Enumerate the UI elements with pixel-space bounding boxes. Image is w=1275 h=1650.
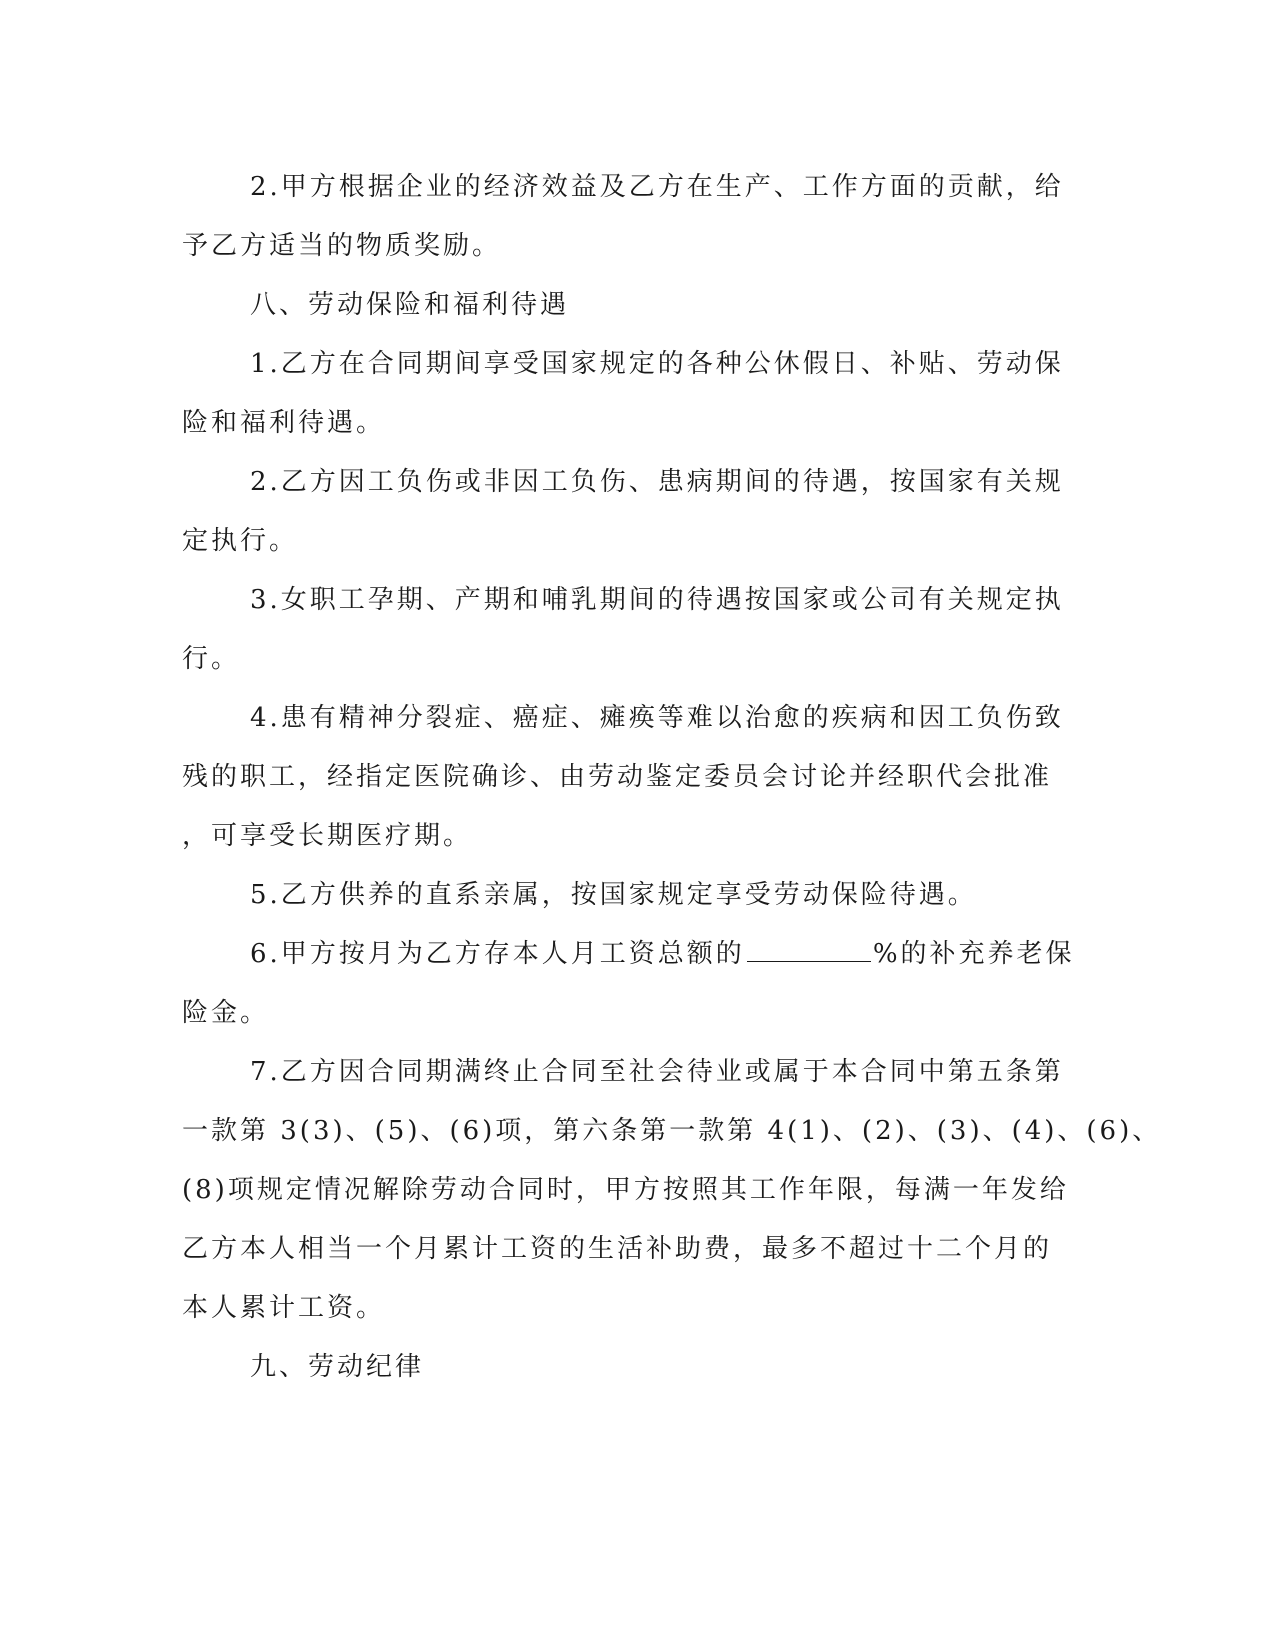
clause-8-3-line-1: 3.女职工孕期、产期和哺乳期间的待遇按国家或公司有关规定执 (250, 585, 1064, 615)
clause-8-7-line-2: 一款第 3(3)、(5)、(6)项，第六条第一款第 4(1)、(2)、(3)、(4)、(6)、 (182, 1116, 1162, 1146)
clause-8-5-line-1: 5.乙方供养的直系亲属，按国家规定享受劳动保险待遇。 (250, 880, 977, 910)
clause-8-4-line-1: 4.患有精神分裂症、癌症、瘫痪等难以治愈的疾病和因工负伤致 (250, 703, 1064, 733)
clause-8-4-line-3: ，可享受长期医疗期。 (182, 821, 473, 851)
clause-8-6-text-after-blank: %的补充养老保 (872, 939, 1075, 969)
clause-8-2-line-2: 定执行。 (182, 526, 299, 556)
clause-8-3-line-2: 行。 (182, 644, 241, 674)
document-body (182, 158, 1162, 1397)
clause-8-1-line-1: 1.乙方在合同期间享受国家规定的各种公休假日、补贴、劳动保 (250, 349, 1064, 379)
clause-8-6-line-2: 险金。 (182, 998, 270, 1028)
section-8-heading: 八、劳动保险和福利待遇 (250, 290, 570, 320)
clause-8-7-line-3: (8)项规定情况解除劳动合同时，甲方按照其工作年限，每满一年发给 (182, 1175, 1069, 1205)
clause-8-7-line-1: 7.乙方因合同期满终止合同至社会待业或属于本合同中第五条第 (250, 1057, 1064, 1087)
clause-8-2-line-1: 2.乙方因工负伤或非因工负伤、患病期间的待遇，按国家有关规 (250, 467, 1064, 497)
clause-8-6-line-1 (182, 925, 1075, 984)
clause-8-7-line-4: 乙方本人相当一个月累计工资的生活补助费，最多不超过十二个月的 (182, 1234, 1053, 1264)
percentage-blank-field[interactable] (747, 939, 871, 962)
clause-8-7-line-5: 本人累计工资。 (182, 1293, 386, 1323)
clause-8-1-line-2: 险和福利待遇。 (182, 408, 386, 438)
clause-7-2-line-2: 予乙方适当的物质奖励。 (182, 231, 502, 261)
clause-8-4-line-2: 残的职工，经指定医院确诊、由劳动鉴定委员会讨论并经职代会批准 (182, 762, 1053, 792)
clause-8-6-text-before-blank: 6.甲方按月为乙方存本人月工资总额的 (250, 939, 745, 969)
clause-7-2-line-1: 2.甲方根据企业的经济效益及乙方在生产、工作方面的贡献，给 (250, 172, 1064, 202)
section-9-heading: 九、劳动纪律 (250, 1352, 425, 1382)
